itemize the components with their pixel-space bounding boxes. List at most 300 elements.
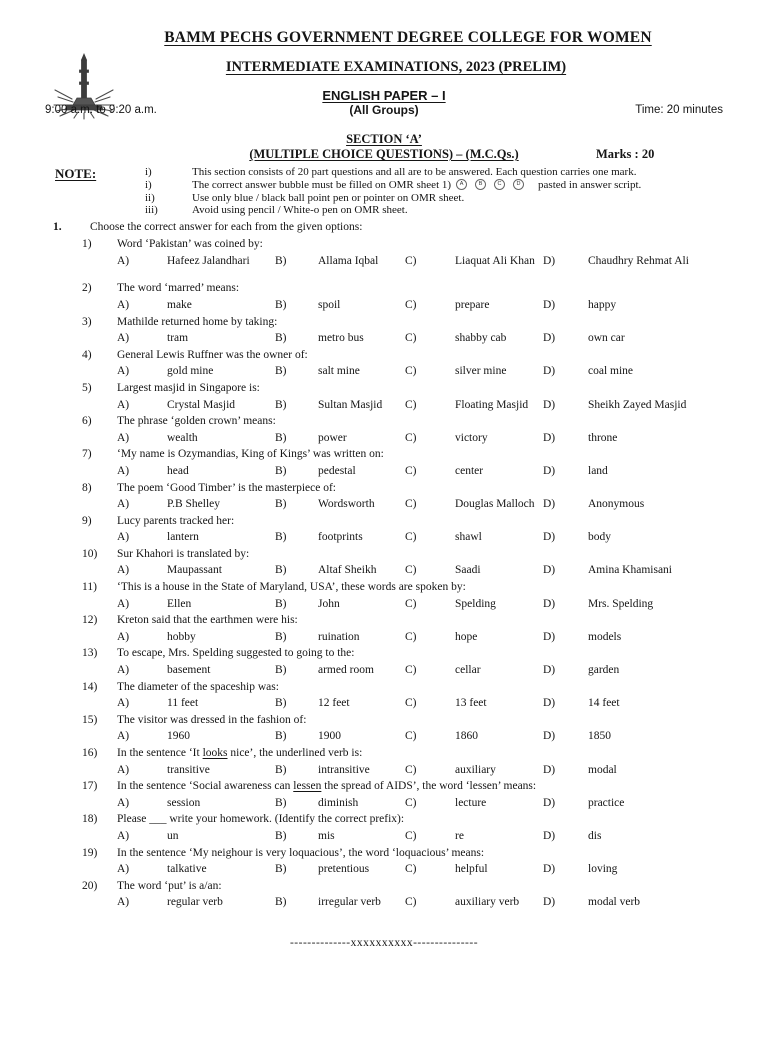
option-b-text: mis xyxy=(318,829,335,842)
option-d-label: D) xyxy=(543,796,556,809)
options-line xyxy=(117,253,768,270)
options-line xyxy=(117,828,768,845)
option-b-label: B) xyxy=(275,863,287,876)
question-line xyxy=(82,280,768,297)
option-b-text: pedestal xyxy=(318,464,356,477)
option-c-text: Liaquat Ali Khan xyxy=(455,254,535,267)
option-c-label: C) xyxy=(405,697,417,710)
option-d-label: D) xyxy=(543,298,556,311)
question-text xyxy=(117,579,768,596)
question-line xyxy=(82,546,768,563)
section-subtitle: (MULTIPLE CHOICE QUESTIONS) – (M.C.Qs.) xyxy=(249,147,519,161)
main-instruction xyxy=(0,220,768,235)
question-line xyxy=(82,612,768,629)
question-block xyxy=(0,446,768,479)
question-line xyxy=(82,236,768,253)
option-c-label: C) xyxy=(405,531,417,544)
question-text xyxy=(117,236,768,253)
option-b-label: B) xyxy=(275,498,287,511)
option-a-text: Hafeez Jalandhari xyxy=(167,254,250,267)
option-a-text: Maupassant xyxy=(167,564,222,577)
option-c-label: C) xyxy=(405,730,417,743)
note-number: i) xyxy=(145,166,152,178)
option-c-text: re xyxy=(455,829,464,842)
question-line xyxy=(82,845,768,862)
options-line xyxy=(117,496,768,513)
option-b-text: 12 feet xyxy=(318,697,350,710)
option-a-label: A) xyxy=(117,498,130,511)
option-a-text: tram xyxy=(167,332,189,345)
note-text: Avoid using pencil / White-o pen on OMR sheet. xyxy=(192,204,408,217)
option-d-text: body xyxy=(588,531,611,544)
option-b-label: B) xyxy=(275,730,287,743)
instruction-text: Choose the correct answer for each from the given options: xyxy=(90,221,363,234)
question-number: 10) xyxy=(82,547,98,560)
question-line xyxy=(82,745,768,762)
question-text-pre: Word ‘Pakistan’ was coined by: xyxy=(117,238,263,251)
option-c-label: C) xyxy=(405,664,417,677)
question-line xyxy=(82,413,768,430)
option-a-text: P.B Shelley xyxy=(167,498,221,511)
option-d-text: land xyxy=(588,464,608,477)
question-text-post: the spread of AIDS’, the word ‘lessen’ means: xyxy=(321,780,537,793)
question-number: 11) xyxy=(82,581,97,594)
question-text-pre: The word ‘put’ is a/an: xyxy=(117,879,222,892)
note-number: ii) xyxy=(145,191,155,204)
question-text xyxy=(117,878,768,895)
note-number: i) xyxy=(145,178,152,191)
option-c-label: C) xyxy=(405,254,417,267)
option-c-text: helpful xyxy=(455,863,488,876)
option-d-text: Anonymous xyxy=(588,498,645,511)
option-d-text: Amina Khamisani xyxy=(588,564,672,577)
question-text-pre: The diameter of the spaceship was: xyxy=(117,680,279,693)
options-line xyxy=(117,397,768,414)
option-c-label: C) xyxy=(405,597,417,610)
options-line xyxy=(117,894,768,911)
question-block xyxy=(0,314,768,347)
omr-bubble-c-icon: C xyxy=(494,179,505,190)
option-a-text: gold mine xyxy=(167,365,214,378)
option-b-text: John xyxy=(318,597,340,610)
option-d-label: D) xyxy=(543,763,556,776)
option-a-label: A) xyxy=(117,298,130,311)
option-a-label: A) xyxy=(117,531,130,544)
question-line xyxy=(82,380,768,397)
question-text xyxy=(117,347,768,364)
option-a-text: 11 feet xyxy=(167,697,199,710)
question-number: 17) xyxy=(82,780,98,793)
exam-paper-page xyxy=(0,28,768,1052)
question-number: 1) xyxy=(82,238,92,251)
option-d-label: D) xyxy=(543,332,556,345)
option-d-text: dis xyxy=(588,829,602,842)
option-c-label: C) xyxy=(405,896,417,909)
question-line xyxy=(82,480,768,497)
question-line xyxy=(82,513,768,530)
option-a-label: A) xyxy=(117,630,130,643)
option-a-text: hobby xyxy=(167,630,196,643)
question-text xyxy=(117,645,768,662)
option-a-label: A) xyxy=(117,730,130,743)
question-number: 16) xyxy=(82,747,98,759)
option-d-text: Chaudhry Rehmat Ali xyxy=(588,254,689,267)
option-c-text: auxiliary verb xyxy=(455,896,520,909)
question-block xyxy=(0,480,768,513)
option-a-text: 1960 xyxy=(167,730,190,743)
options-line xyxy=(117,662,768,679)
question-text xyxy=(117,612,768,629)
question-number: 13) xyxy=(82,647,98,660)
note-label: NOTE: xyxy=(55,166,97,181)
option-a-text: wealth xyxy=(167,431,198,444)
question-text-pre: Kreton said that the earthmen were his: xyxy=(117,614,298,627)
option-a-label: A) xyxy=(117,332,130,345)
options-line xyxy=(117,297,768,314)
option-d-text: garden xyxy=(588,664,620,677)
option-a-label: A) xyxy=(117,763,130,776)
option-d-label: D) xyxy=(543,697,556,710)
option-d-label: D) xyxy=(543,664,556,677)
option-a-text: regular verb xyxy=(167,896,223,909)
question-number: 9) xyxy=(82,514,92,527)
option-b-label: B) xyxy=(275,829,287,842)
option-a-label: A) xyxy=(117,796,130,809)
options-line xyxy=(117,330,768,347)
note-text-before: The correct answer bubble must be filled on OMR sheet 1) xyxy=(192,178,452,191)
exam-time-window: 9:00 a.m. to 9:20 a.m. xyxy=(45,104,157,116)
option-d-label: D) xyxy=(543,365,556,378)
question-text-pre: Sur Khahori is translated by: xyxy=(117,547,250,560)
option-b-text: salt mine xyxy=(318,365,360,378)
question-block xyxy=(0,845,768,878)
option-d-label: D) xyxy=(543,829,556,842)
question-text-pre: The poem ‘Good Timber’ is the masterpiece of: xyxy=(117,481,336,494)
question-text xyxy=(117,413,768,430)
option-d-text: Mrs. Spelding xyxy=(588,597,654,610)
option-d-text: models xyxy=(588,630,622,643)
question-line xyxy=(82,314,768,331)
options-line xyxy=(117,463,768,480)
question-number: 3) xyxy=(82,315,92,328)
option-c-label: C) xyxy=(405,564,417,577)
options-line xyxy=(117,795,768,812)
option-b-label: B) xyxy=(275,365,287,378)
option-b-text: Altaf Sheikh xyxy=(318,564,377,577)
note-item-2 xyxy=(0,179,768,192)
question-block xyxy=(0,679,768,712)
omr-bubbles xyxy=(456,179,532,191)
question-text xyxy=(117,778,768,795)
option-a-label: A) xyxy=(117,365,130,378)
options-line xyxy=(117,695,768,712)
question-underlined-word: looks xyxy=(202,747,228,759)
question-text xyxy=(117,280,768,297)
option-c-label: C) xyxy=(405,365,417,378)
question-text-pre: The word ‘marred’ means: xyxy=(117,282,240,295)
question-block xyxy=(0,811,768,844)
option-b-label: B) xyxy=(275,664,287,677)
question-block xyxy=(0,546,768,579)
option-b-text: irregular verb xyxy=(318,896,381,909)
option-b-label: B) xyxy=(275,332,287,345)
option-c-text: Spelding xyxy=(455,597,496,610)
question-number: 5) xyxy=(82,381,92,394)
option-b-label: B) xyxy=(275,531,287,544)
exam-title: INTERMEDIATE EXAMINATIONS, 2023 (PRELIM) xyxy=(225,59,567,75)
option-a-label: A) xyxy=(117,597,130,610)
omr-bubble-b-icon: B xyxy=(475,179,486,190)
note-item-1 xyxy=(0,166,768,179)
option-c-text: Douglas Malloch xyxy=(455,498,535,511)
option-d-text: modal xyxy=(588,763,617,776)
question-text xyxy=(117,546,768,563)
question-underlined-word: lessen xyxy=(293,780,322,793)
option-d-text: loving xyxy=(588,863,618,876)
question-text-pre: Mathilde returned home by taking: xyxy=(117,315,278,328)
option-b-text: armed room xyxy=(318,664,374,677)
option-a-label: A) xyxy=(117,829,130,842)
option-c-label: C) xyxy=(405,763,417,776)
question-number: 8) xyxy=(82,481,92,494)
option-c-label: C) xyxy=(405,863,417,876)
question-text-pre: In the sentence ‘It xyxy=(117,747,203,759)
options-line xyxy=(117,363,768,380)
option-c-label: C) xyxy=(405,796,417,809)
question-text xyxy=(117,712,768,729)
option-b-text: intransitive xyxy=(318,763,370,776)
question-text-pre: Largest masjid in Singapore is: xyxy=(117,381,260,394)
option-b-text: footprints xyxy=(318,531,363,544)
option-d-label: D) xyxy=(543,630,556,643)
options-line xyxy=(117,861,768,878)
option-c-text: shabby cab xyxy=(455,332,507,345)
options-line xyxy=(117,529,768,546)
options-line xyxy=(117,596,768,613)
option-c-label: C) xyxy=(405,498,417,511)
option-d-text: 14 feet xyxy=(588,697,620,710)
omr-bubble-a-icon: A xyxy=(456,179,467,190)
option-b-label: B) xyxy=(275,697,287,710)
option-b-label: B) xyxy=(275,254,287,267)
question-block xyxy=(0,513,768,546)
question-text xyxy=(117,811,768,828)
option-b-text: power xyxy=(318,431,347,444)
option-c-label: C) xyxy=(405,431,417,444)
option-d-label: D) xyxy=(543,498,556,511)
option-d-label: D) xyxy=(543,863,556,876)
question-block xyxy=(0,778,768,811)
option-d-label: D) xyxy=(543,254,556,267)
option-c-text: silver mine xyxy=(455,365,507,378)
option-d-label: D) xyxy=(543,564,556,577)
question-block xyxy=(0,612,768,645)
question-text-pre: The visitor was dressed in the fashion of: xyxy=(117,713,307,726)
paper-title: ENGLISH PAPER – I xyxy=(322,88,446,103)
question-block xyxy=(0,236,768,269)
section-title: SECTION ‘A’ xyxy=(346,132,422,146)
option-d-label: D) xyxy=(543,464,556,477)
option-a-text: lantern xyxy=(167,531,199,544)
option-b-label: B) xyxy=(275,564,287,577)
option-d-label: D) xyxy=(543,730,556,743)
question-block xyxy=(0,280,768,313)
option-b-text: Allama Iqbal xyxy=(318,254,379,267)
question-text xyxy=(117,745,768,762)
option-a-label: A) xyxy=(117,564,130,577)
question-line xyxy=(82,878,768,895)
question-block xyxy=(0,878,768,911)
marks-label: Marks : 20 xyxy=(590,147,654,162)
questions-list xyxy=(0,236,768,911)
option-c-text: Floating Masjid xyxy=(455,398,529,411)
option-a-label: A) xyxy=(117,398,130,411)
note-item-4 xyxy=(0,204,768,217)
option-a-label: A) xyxy=(117,863,130,876)
question-number: 6) xyxy=(82,415,92,428)
option-a-label: A) xyxy=(117,464,130,477)
end-of-paper-marker: --------------xxxxxxxxxx--------------- xyxy=(289,936,479,949)
option-d-text: Sheikh Zayed Masjid xyxy=(588,398,687,411)
option-d-label: D) xyxy=(543,896,556,909)
question-block xyxy=(0,712,768,745)
question-text xyxy=(117,480,768,497)
option-b-label: B) xyxy=(275,464,287,477)
question-text-pre: To escape, Mrs. Spelding suggested to going to the: xyxy=(117,647,355,660)
option-c-text: 1860 xyxy=(455,730,478,743)
question-text-pre: Lucy parents tracked her: xyxy=(117,514,235,527)
option-a-text: Crystal Masjid xyxy=(167,398,236,411)
option-c-text: auxiliary xyxy=(455,763,496,776)
option-b-label: B) xyxy=(275,431,287,444)
question-line xyxy=(82,811,768,828)
question-block xyxy=(0,413,768,446)
option-c-label: C) xyxy=(405,829,417,842)
question-text xyxy=(117,314,768,331)
question-number: 20) xyxy=(82,879,98,892)
question-text-pre: General Lewis Ruffner was the owner of: xyxy=(117,348,308,361)
question-line xyxy=(82,446,768,463)
option-d-label: D) xyxy=(543,431,556,444)
option-d-text: coal mine xyxy=(588,365,634,378)
option-a-text: make xyxy=(167,298,192,311)
exam-duration: Time: 20 minutes xyxy=(635,104,723,116)
option-b-label: B) xyxy=(275,796,287,809)
question-number: 7) xyxy=(82,448,92,461)
option-c-text: lecture xyxy=(455,796,487,809)
option-c-label: C) xyxy=(405,398,417,411)
question-text xyxy=(117,380,768,397)
option-a-text: Ellen xyxy=(167,597,192,610)
question-text-pre: ‘This is a house in the State of Maryland, USA’, these words are spoken by: xyxy=(117,581,466,594)
section-subtitle-row xyxy=(0,147,768,162)
note-text: Use only blue / black ball point pen or pointer on OMR sheet. xyxy=(192,191,465,204)
question-text xyxy=(117,513,768,530)
question-number: 4) xyxy=(82,348,92,361)
question-line xyxy=(82,347,768,364)
exam-meta-row xyxy=(0,103,768,119)
question-number: 14) xyxy=(82,680,98,693)
option-c-text: prepare xyxy=(455,298,490,311)
option-d-text: own car xyxy=(588,332,625,345)
option-c-label: C) xyxy=(405,464,417,477)
question-text-pre: The phrase ‘golden crown’ means: xyxy=(117,415,276,428)
option-b-text: pretentious xyxy=(318,863,370,876)
question-line xyxy=(82,579,768,596)
option-d-text: happy xyxy=(588,298,617,311)
option-a-text: talkative xyxy=(167,863,207,876)
option-c-text: cellar xyxy=(455,664,481,677)
note-text xyxy=(192,179,768,192)
option-b-text: 1900 xyxy=(318,730,341,743)
omr-bubble-d-icon: D xyxy=(513,179,524,190)
option-a-label: A) xyxy=(117,431,130,444)
option-a-text: session xyxy=(167,796,201,809)
option-b-label: B) xyxy=(275,896,287,909)
option-b-label: B) xyxy=(275,630,287,643)
question-block xyxy=(0,380,768,413)
question-number: 18) xyxy=(82,813,98,826)
option-b-label: B) xyxy=(275,597,287,610)
option-a-label: A) xyxy=(117,896,130,909)
option-b-text: Wordsworth xyxy=(318,498,375,511)
option-a-text: basement xyxy=(167,664,211,677)
option-c-text: victory xyxy=(455,431,488,444)
question-text xyxy=(117,446,768,463)
question-number: 12) xyxy=(82,614,98,627)
option-c-label: C) xyxy=(405,630,417,643)
option-d-label: D) xyxy=(543,597,556,610)
option-a-label: A) xyxy=(117,664,130,677)
option-d-text: modal verb xyxy=(588,896,641,909)
option-d-label: D) xyxy=(543,398,556,411)
options-line xyxy=(117,629,768,646)
question-line xyxy=(82,679,768,696)
option-c-label: C) xyxy=(405,298,417,311)
option-c-text: hope xyxy=(455,630,478,643)
question-text-pre: ‘My name is Ozymandias, King of Kings’ was written on: xyxy=(117,448,384,461)
options-line xyxy=(117,430,768,447)
option-b-text: metro bus xyxy=(318,332,364,345)
college-name: BAMM PECHS GOVERNMENT DEGREE COLLEGE FOR WOMEN xyxy=(164,29,652,46)
option-b-label: B) xyxy=(275,298,287,311)
question-text xyxy=(117,845,768,862)
option-a-label: A) xyxy=(117,697,130,710)
option-d-text: practice xyxy=(588,796,625,809)
options-line xyxy=(117,728,768,745)
question-text-pre: In the sentence ‘My neighour is very loquacious’, the word ‘loquacious’ means: xyxy=(117,846,485,859)
question-line xyxy=(82,778,768,795)
note-number: iii) xyxy=(145,204,158,217)
option-d-text: throne xyxy=(588,431,618,444)
option-a-text: un xyxy=(167,829,179,842)
option-a-text: head xyxy=(167,464,189,477)
question-line xyxy=(82,712,768,729)
note-text: This section consists of 20 part questions and all are to be answered. Each question carries one mark. xyxy=(192,166,637,178)
options-line xyxy=(117,762,768,779)
option-d-text: 1850 xyxy=(588,730,611,743)
question-number: 15) xyxy=(82,713,98,726)
option-c-text: shawl xyxy=(455,531,482,544)
option-c-text: center xyxy=(455,464,484,477)
question-block xyxy=(0,645,768,678)
option-c-text: Saadi xyxy=(455,564,481,577)
question-block xyxy=(0,579,768,612)
option-d-label: D) xyxy=(543,531,556,544)
note-item-3 xyxy=(0,192,768,205)
option-b-text: Sultan Masjid xyxy=(318,398,383,411)
option-b-text: diminish xyxy=(318,796,359,809)
